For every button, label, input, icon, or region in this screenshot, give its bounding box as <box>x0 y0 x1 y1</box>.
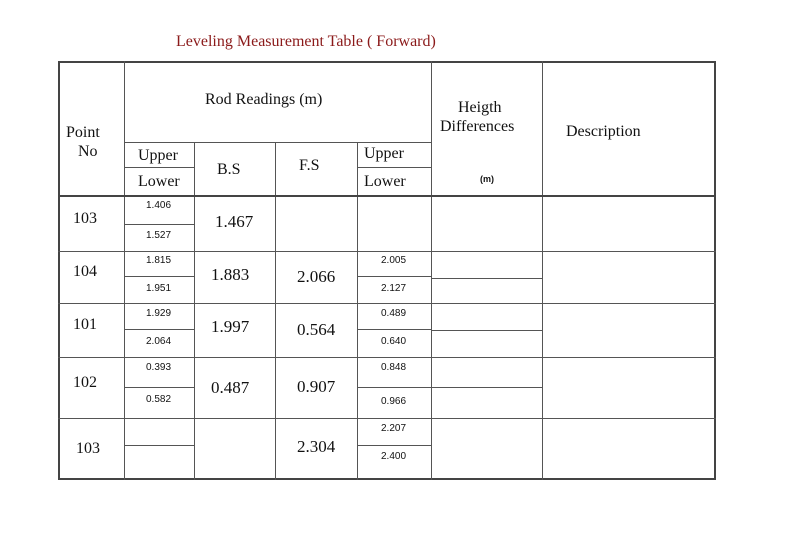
lower-reading-cell: 0.640 <box>381 336 407 347</box>
table-border-bottom <box>58 478 716 480</box>
point-no-cell: 102 <box>73 374 97 391</box>
lower-left-header: Lower <box>138 173 180 190</box>
row-divider <box>124 142 432 143</box>
point-no-cell: 103 <box>73 210 97 227</box>
bs-cell: 0.487 <box>211 378 250 397</box>
bs-cell: 1.467 <box>215 212 254 231</box>
row-divider <box>124 167 195 168</box>
lower-right-header: Lower <box>364 173 406 190</box>
lower-reading-cell: 0.966 <box>381 396 407 407</box>
col-divider <box>194 143 195 480</box>
fs-cell: 0.907 <box>297 377 336 396</box>
row-divider <box>431 278 543 279</box>
col-divider <box>357 143 358 480</box>
point-no-header: No <box>78 143 98 160</box>
point-no-cell: 104 <box>73 263 97 280</box>
lower-reading-cell: 2.127 <box>381 283 407 294</box>
description-header: Description <box>566 123 641 140</box>
rod-readings-header: Rod Readings (m) <box>205 91 323 108</box>
row-divider <box>431 387 543 388</box>
point-no-header: Point <box>66 124 100 141</box>
row-divider <box>357 276 432 277</box>
row-divider <box>58 303 716 304</box>
height-diff-unit: (m) <box>480 174 494 184</box>
row-divider <box>58 251 716 252</box>
upper-reading-cell: 2.207 <box>381 423 407 434</box>
row-divider <box>357 329 432 330</box>
upper-reading-cell: 1.406 <box>146 200 172 211</box>
upper-reading-cell: 0.393 <box>146 362 172 373</box>
upper-reading-cell: 0.489 <box>381 308 407 319</box>
row-divider <box>357 445 432 446</box>
point-no-cell: 103 <box>76 440 100 457</box>
upper-right-header: Upper <box>364 145 404 162</box>
row-divider <box>58 357 716 358</box>
height-diff-header: Differences <box>440 118 515 135</box>
header-bottom-border <box>58 195 716 197</box>
lower-reading-cell: 1.527 <box>146 230 172 241</box>
upper-reading-cell: 2.005 <box>381 255 407 266</box>
upper-reading-cell: 1.929 <box>146 308 172 319</box>
row-divider <box>124 387 195 388</box>
row-divider <box>124 276 195 277</box>
upper-reading-cell: 1.815 <box>146 255 172 266</box>
upper-left-header: Upper <box>138 147 178 164</box>
point-no-cell: 101 <box>73 316 97 333</box>
table-title: Leveling Measurement Table ( Forward) <box>176 33 436 50</box>
bs-header: B.S <box>217 161 241 178</box>
row-divider <box>431 330 543 331</box>
row-divider <box>58 418 716 419</box>
upper-reading-cell: 0.848 <box>381 362 407 373</box>
fs-cell: 2.066 <box>297 267 336 286</box>
bs-cell: 1.883 <box>211 265 250 284</box>
lower-reading-cell: 2.400 <box>381 451 407 462</box>
height-diff-header: Heigth <box>458 99 502 116</box>
lower-reading-cell: 0.582 <box>146 394 172 405</box>
lower-reading-cell: 2.064 <box>146 336 172 347</box>
fs-cell: 0.564 <box>297 320 336 339</box>
col-divider <box>275 143 276 480</box>
row-divider <box>357 387 432 388</box>
row-divider <box>124 329 195 330</box>
bs-cell: 1.997 <box>211 317 250 336</box>
fs-header: F.S <box>299 157 320 174</box>
row-divider <box>357 167 432 168</box>
row-divider <box>124 445 195 446</box>
fs-cell: 2.304 <box>297 437 336 456</box>
row-divider <box>124 224 195 225</box>
table-border-top <box>58 61 716 63</box>
lower-reading-cell: 1.951 <box>146 283 172 294</box>
